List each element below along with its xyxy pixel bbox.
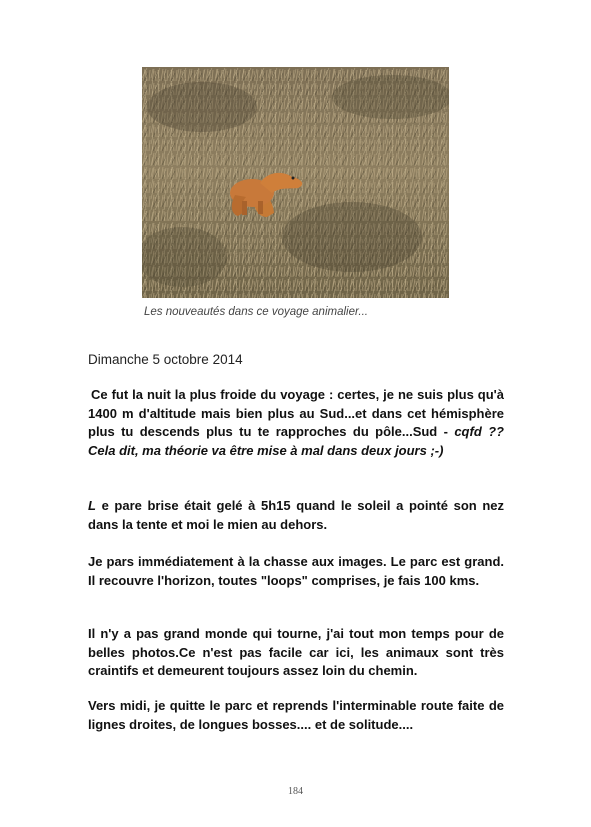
paragraph-4: Il n'y a pas grand monde qui tourne, j'ai tout mon temps pour de belles photos.Ce n'est pas facile car ici, les animaux sont très craintifs et demeurent toujours assez loin du chemin. (88, 626, 504, 678)
paragraph-2 (88, 497, 504, 534)
photo-caption: Les nouveautés dans ce voyage animalier... (144, 306, 368, 318)
paragraph-3: Je pars immédiatement à la chasse aux images. Le parc est grand. Il recouvre l'horizon, toutes "loops" comprises, je fais 100 kms. (88, 554, 504, 588)
paragraph-1-text: Ce fut la nuit la plus froide du voyage : certes, je ne suis plus qu'à 1400 m d'altitude mais bien plus au Sud...et dans cet hémisphère plus tu descends plus tu te rapproches du pôle...Sud - (88, 387, 504, 439)
animal-photo (142, 67, 449, 298)
paragraph-2-text: e pare brise était gelé à 5h15 quand le soleil a pointé son nez dans la tente et moi le mien au dehors. (88, 498, 504, 532)
mongoose-photo-illustration (142, 67, 449, 298)
entry-date: Dimanche 5 octobre 2014 (88, 352, 243, 367)
paragraph-1-italic: cqfd ?? Cela dit, ma théorie va être mise à mal dans deux jours ;-) (88, 424, 505, 458)
page-number: 184 (288, 786, 303, 797)
paragraph-1 (88, 386, 504, 460)
paragraph-2-dropcap: L (88, 498, 96, 513)
paragraph-5: Vers midi, je quitte le parc et reprends l'interminable route faite de lignes droites, de longues bosses.... et de solitude.... (88, 698, 504, 732)
